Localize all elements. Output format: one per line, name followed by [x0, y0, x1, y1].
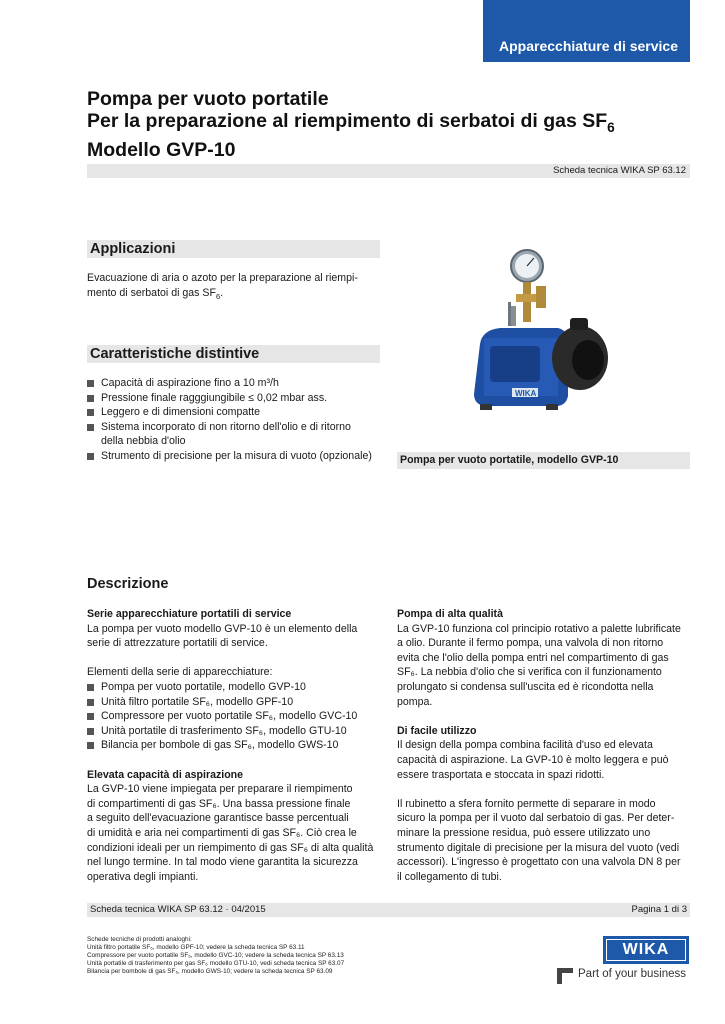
list-item: Strumento di precisione per la misura di vuoto (opzionale)	[87, 449, 387, 464]
text-line: minare la pressione residua, può essere utilizzato uno	[397, 826, 651, 839]
text-line: evita che l'olio della pompa entri nel compartimento di gas	[397, 651, 669, 664]
image-caption: Pompa per vuoto portatile, modello GVP-10	[397, 452, 690, 469]
text-line: sicuro la pompa per il vuoto dal serbatoio di gas. Per deter-	[397, 812, 675, 825]
text-line: Il design della pompa combina facilità d'uso ed elevata	[397, 739, 653, 752]
text-line: di umidità e aria nei compartimenti di gas SF₆. Ciò crea le	[87, 826, 357, 839]
applicazioni-text: Evacuazione di aria o azoto per la preparazione al riempi- mento di serbatoi di gas $SF_6$.	[87, 272, 358, 301]
text-line: strumento digitale di precisione per la misura del vuoto (vedi	[397, 841, 680, 854]
list-item: Capacità di aspirazione fino a 10 m³/h	[87, 376, 387, 391]
text-line: capacità di aspirazione. La GVP-10 è molto leggera e può	[397, 753, 669, 766]
wika-logo	[603, 936, 689, 964]
text-line: essere trasportata e stoccata in spazi ridotti.	[397, 768, 605, 781]
footnote-line: Compressore per vuoto portatile SF₆, modello GVC-10; vedere la scheda tecnica SP 63.13	[87, 951, 344, 959]
text-line: a seguito dell'evacuazione garantisce basse percentuali	[87, 812, 349, 825]
logo-text: WIKA	[606, 939, 686, 961]
text-line: condizioni ideali per un riempimento di gas SF₆ di alta qualità	[87, 841, 374, 854]
text-line: Elementi della serie di apparecchiature:	[87, 666, 273, 679]
text-line: La pompa per vuoto modello GVP-10 è un elemento della	[87, 622, 358, 635]
text-line: a olio. Durante il fermo pompa, una valvola di non ritorno	[397, 637, 664, 650]
section-heading-caratteristiche: Caratteristiche distintive	[87, 345, 380, 363]
category-banner	[483, 0, 690, 62]
footnote-line: Schede tecniche di prodotti analoghi:	[87, 936, 192, 943]
text-line: accessori). L'ingresso è progettato con una valvola DN 8 per	[397, 856, 681, 869]
page-title	[87, 88, 615, 161]
text-line: nel lungo termine. In tal modo viene garantita la sicurezza	[87, 856, 358, 869]
footnote-line: Unità portatile di trasferimento per gas SF₆ modello GTU-10, vedi scheda tecnica SP 63.07	[87, 959, 345, 967]
footer-bar	[87, 903, 690, 917]
page-number: Pagina 1 di 3	[631, 904, 687, 915]
section-heading-descrizione: Descrizione	[87, 576, 169, 592]
tagline	[557, 966, 691, 986]
title-line-3: Modello GVP-10	[87, 138, 236, 161]
subheading: Di facile utilizzo	[397, 724, 477, 737]
subheading: Pompa di alta qualità	[397, 608, 503, 620]
datasheet-ref: Scheda tecnica WIKA SP 63.12	[553, 165, 686, 176]
category-label: Apparecchiature di service	[499, 38, 678, 54]
text-line: serie di attrezzature portatili di service.	[87, 637, 268, 650]
footnote-line: Bilancia per bombole di gas SF₆, modello GWS-10; vedere la scheda tecnica SP 63.09	[87, 967, 333, 975]
subheading: Serie apparecchiature portatili di service	[87, 608, 292, 620]
list-item: Unità portatile di trasferimento SF₆, modello GTU-10	[87, 724, 387, 739]
list-item: Compressore per vuoto portatile SF₆, modello GVC-10	[87, 709, 387, 724]
text-line: prolungato si condensa sull'uscita ed è ricondotta nella	[397, 680, 654, 693]
text-line: pompa.	[397, 695, 433, 708]
text-line: La GVP-10 viene impiegata per preparare il riempimento	[87, 783, 353, 796]
list-item-continuation: della nebbia d'olio	[101, 435, 186, 448]
features-list	[87, 376, 387, 464]
footer-datasheet: Scheda tecnica WIKA SP 63.12 · 04/2015	[90, 904, 266, 915]
text-line: di compartimenti di gas SF₆. Una bassa pressione finale	[87, 797, 351, 810]
tagline-text: Part of your business	[578, 968, 687, 980]
descrizione-left-column	[87, 607, 387, 884]
title-line-1: Pompa per vuoto portatile	[87, 88, 329, 110]
product-image	[460, 246, 620, 446]
descrizione-right-column	[397, 607, 692, 884]
datasheet-bar	[87, 164, 690, 178]
text-line: il collegamento di tubi.	[397, 870, 502, 883]
title-line-2: Per la preparazione al riempimento di serbatoi di gas $SF_6$	[87, 110, 615, 135]
list-item: Bilancia per bombole di gas SF₆, modello GWS-10	[87, 738, 387, 753]
list-item: Unità filtro portatile SF₆, modello GPF-10	[87, 695, 387, 710]
series-list	[87, 680, 387, 753]
list-item: Sistema incorporato di non ritorno dell'olio e di ritorno	[87, 420, 387, 435]
section-heading-applicazioni: Applicazioni	[87, 240, 380, 258]
product-brand-label: WIKA	[515, 389, 537, 398]
text-line: operativa degli impianti.	[87, 870, 199, 883]
list-item: Leggero e di dimensioni compatte	[87, 405, 387, 420]
text-line: SF₆. La nebbia d'olio che si verifica con il funzionamento	[397, 666, 662, 679]
corner-icon	[557, 968, 573, 984]
list-item: Pompa per vuoto portatile, modello GVP-10	[87, 680, 387, 695]
subheading: Elevata capacità di aspirazione	[87, 768, 244, 781]
list-item: Pressione finale ragggiungibile ≤ 0,02 mbar ass.	[87, 391, 387, 406]
footnotes	[87, 936, 344, 976]
text-line: Il rubinetto a sfera fornito permette di separare in modo	[397, 797, 656, 810]
footnote-line: Unità filtro portatile SF₆, modello GPF-10; vedere la scheda tecnica SP 63.11	[87, 943, 305, 951]
text-line: La GVP-10 funziona col principio rotativo a palette lubrificate	[397, 622, 681, 635]
